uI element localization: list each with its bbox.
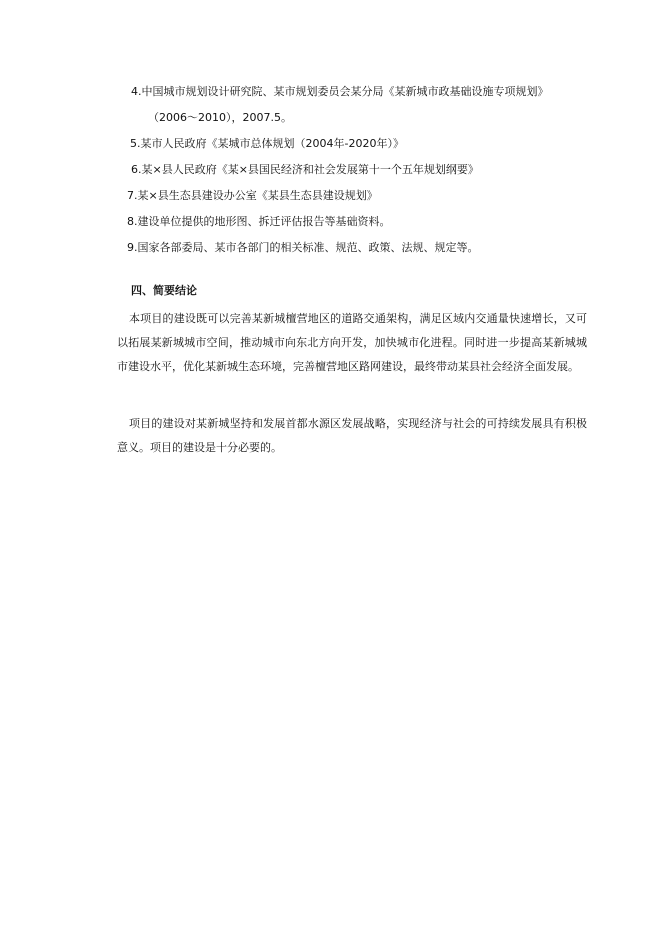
reference-item-7	[127, 188, 378, 203]
reference-text: 国家各部委局、某市各部门的相关标准、规范、政策、法规、规定等。	[137, 241, 479, 254]
section-heading: 四、简要结论	[131, 284, 197, 297]
reference-text: 某市人民政府《某城市总体规划（2004年-2020年）》	[140, 137, 404, 150]
reference-text: 某×县生态县建设办公室《某县生态县建设规划》	[137, 189, 378, 202]
conclusion-paragraph-2: 项目的建设对某新城坚持和发展首都水源区发展战略，实现经济与社会的可持续发展具有积极意义。项目的建设是十分必要的。	[117, 417, 587, 454]
reference-number: 4.	[131, 85, 142, 98]
conclusion-paragraph-1: 本项目的建设既可以完善某新城檀营地区的道路交通架构，满足区域内交通量快速增长，又可以拓展某新城城市空间，推动城市向东北方向开发，加快城市化进程。同时进一步提高某新城城市建设水平，优化某新城生态环境，完善檀营地区路网建设，最终带动某县社会经济全面发展。	[117, 312, 587, 373]
reference-number: 8.	[127, 215, 138, 228]
reference-item-4-continuation	[148, 110, 292, 125]
reference-number: 9.	[127, 241, 138, 254]
reference-item-6	[131, 162, 479, 177]
reference-item-4	[131, 84, 549, 99]
reference-item-8	[127, 214, 391, 229]
reference-text: 建设单位提供的地形图、拆迁评估报告等基础资料。	[137, 215, 391, 228]
reference-item-5	[130, 136, 404, 151]
reference-number: 5.	[130, 137, 141, 150]
reference-number: 7.	[127, 189, 138, 202]
reference-text: 中国城市规划设计研究院、某市规划委员会某分局《某新城市政基础设施专项规划》	[141, 85, 549, 98]
reference-text: 某×县人民政府《某×县国民经济和社会发展第十一个五年规划纲要》	[141, 163, 479, 176]
reference-text: （2006～2010），2007.5。	[148, 111, 292, 124]
reference-number: 6.	[131, 163, 142, 176]
reference-item-9	[127, 240, 479, 255]
